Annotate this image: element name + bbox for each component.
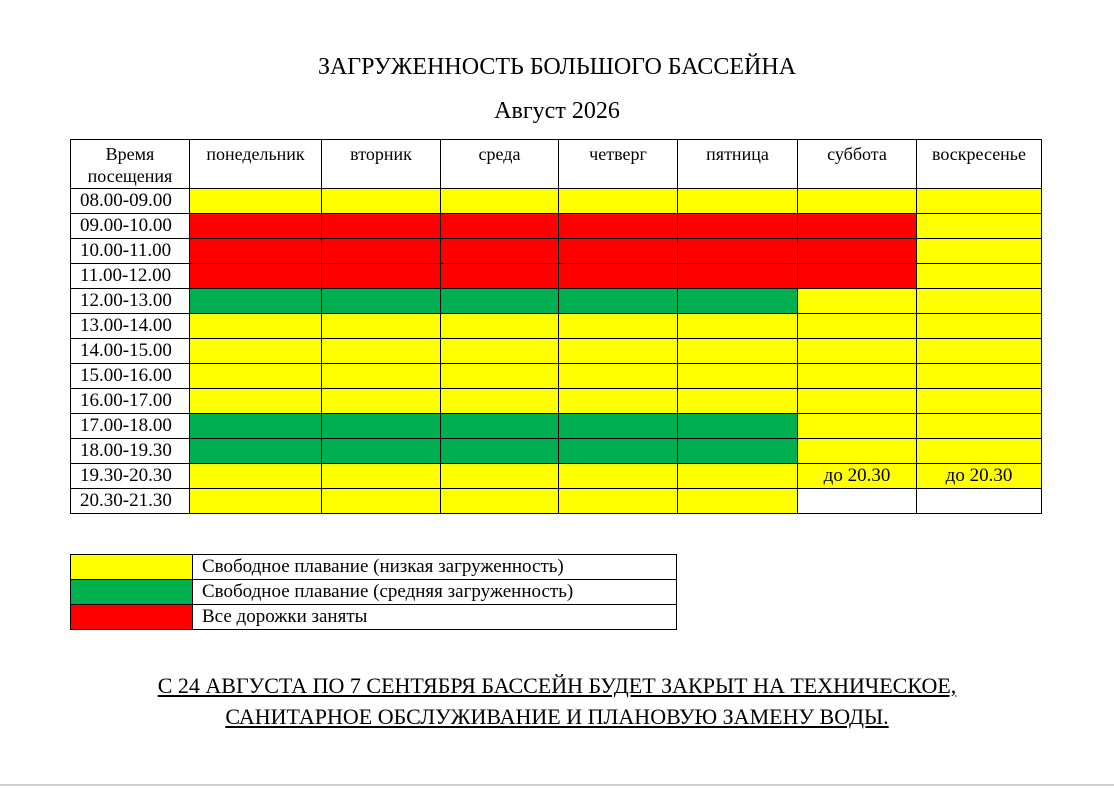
occupancy-cell-thursday [559,464,678,489]
occupancy-cell-tuesday [322,264,441,289]
occupancy-cell-thursday [559,414,678,439]
legend-row [71,605,677,630]
occupancy-cell-tuesday [322,289,441,314]
schedule-row [71,414,1042,439]
occupancy-cell-wednesday [441,489,559,514]
closure-notice-line-1: С 24 АВГУСТА ПО 7 СЕНТЯБРЯ БАССЕЙН БУДЕТ ЗАКРЫТ НА ТЕХНИЧЕСКОЕ, [157,673,957,698]
occupancy-cell-thursday [559,314,678,339]
legend-label: Свободное плавание (средняя загруженность) [193,580,677,605]
occupancy-cell-tuesday [322,364,441,389]
occupancy-cell-saturday [798,239,917,264]
occupancy-cell-wednesday [441,464,559,489]
schedule-row [71,264,1042,289]
occupancy-cell-thursday [559,239,678,264]
occupancy-cell-thursday [559,214,678,239]
time-slot-label: 16.00-17.00 [71,389,190,414]
occupancy-cell-tuesday [322,439,441,464]
occupancy-cell-saturday [798,314,917,339]
time-slot-label: 18.00-19.30 [71,439,190,464]
legend-body [71,555,677,630]
occupancy-cell-tuesday [322,239,441,264]
occupancy-cell-monday [190,289,322,314]
legend-table [70,554,677,630]
occupancy-cell-friday [678,314,798,339]
occupancy-cell-thursday [559,189,678,214]
occupancy-cell-saturday [798,189,917,214]
legend-label: Все дорожки заняты [193,605,677,630]
closure-notice [0,670,1114,732]
occupancy-cell-monday [190,239,322,264]
occupancy-cell-monday [190,364,322,389]
day-header-thursday: четверг [559,140,678,189]
occupancy-cell-tuesday [322,314,441,339]
occupancy-cell-sunday [917,364,1042,389]
schedule-row [71,364,1042,389]
occupancy-cell-saturday [798,264,917,289]
schedule-row [71,389,1042,414]
occupancy-cell-tuesday [322,414,441,439]
time-slot-label: 11.00-12.00 [71,264,190,289]
occupancy-cell-wednesday [441,214,559,239]
time-slot-label: 12.00-13.00 [71,289,190,314]
time-slot-label: 17.00-18.00 [71,414,190,439]
occupancy-cell-sunday [917,339,1042,364]
occupancy-cell-wednesday [441,239,559,264]
schedule-row [71,464,1042,489]
occupancy-cell-thursday [559,439,678,464]
occupancy-cell-saturday [798,439,917,464]
occupancy-cell-friday [678,264,798,289]
occupancy-cell-friday [678,364,798,389]
day-header-friday: пятница [678,140,798,189]
day-header-monday: понедельник [190,140,322,189]
occupancy-cell-sunday [917,389,1042,414]
occupancy-cell-monday [190,264,322,289]
time-column-header: Время посещения [71,140,190,189]
occupancy-cell-wednesday [441,414,559,439]
occupancy-cell-thursday [559,364,678,389]
legend-row [71,580,677,605]
time-slot-label: 20.30-21.30 [71,489,190,514]
occupancy-cell-friday [678,439,798,464]
occupancy-cell-thursday [559,289,678,314]
occupancy-cell-friday [678,339,798,364]
legend-row [71,555,677,580]
occupancy-cell-friday [678,214,798,239]
occupancy-cell-thursday [559,264,678,289]
occupancy-cell-wednesday [441,189,559,214]
occupancy-cell-saturday [798,364,917,389]
legend-color-swatch [71,580,193,605]
occupancy-cell-saturday [798,339,917,364]
occupancy-cell-tuesday [322,389,441,414]
occupancy-cell-friday [678,239,798,264]
closure-notice-line-2: САНИТАРНОЕ ОБСЛУЖИВАНИЕ И ПЛАНОВУЮ ЗАМЕНУ ВОДЫ. [225,704,889,729]
occupancy-cell-friday [678,189,798,214]
occupancy-cell-tuesday [322,214,441,239]
occupancy-cell-wednesday [441,439,559,464]
occupancy-cell-friday [678,289,798,314]
time-slot-label: 15.00-16.00 [71,364,190,389]
occupancy-cell-wednesday [441,314,559,339]
occupancy-cell-monday [190,189,322,214]
time-slot-label: 14.00-15.00 [71,339,190,364]
occupancy-cell-wednesday [441,364,559,389]
occupancy-cell-tuesday [322,339,441,364]
occupancy-cell-sunday [917,289,1042,314]
legend-color-swatch [71,605,193,630]
time-slot-label: 19.30-20.30 [71,464,190,489]
schedule-row [71,489,1042,514]
schedule-body [71,189,1042,514]
occupancy-cell-monday [190,214,322,239]
occupancy-cell-tuesday [322,489,441,514]
occupancy-cell-monday [190,439,322,464]
occupancy-cell-sunday [917,414,1042,439]
occupancy-cell-saturday: до 20.30 [798,464,917,489]
occupancy-cell-tuesday [322,189,441,214]
legend-label: Свободное плавание (низкая загруженность) [193,555,677,580]
occupancy-cell-friday [678,389,798,414]
occupancy-cell-saturday [798,289,917,314]
occupancy-cell-thursday [559,489,678,514]
time-slot-label: 13.00-14.00 [71,314,190,339]
schedule-row [71,289,1042,314]
time-slot-label: 08.00-09.00 [71,189,190,214]
occupancy-cell-monday [190,414,322,439]
schedule-row [71,339,1042,364]
schedule-row [71,439,1042,464]
occupancy-cell-monday [190,464,322,489]
occupancy-cell-thursday [559,389,678,414]
occupancy-cell-sunday [917,314,1042,339]
occupancy-cell-wednesday [441,389,559,414]
page-title: ЗАГРУЖЕННОСТЬ БОЛЬШОГО БАССЕЙНА [317,54,797,80]
occupancy-cell-sunday [917,214,1042,239]
occupancy-cell-monday [190,314,322,339]
occupancy-cell-saturday [798,389,917,414]
occupancy-cell-monday [190,389,322,414]
schedule-row [71,239,1042,264]
occupancy-cell-wednesday [441,289,559,314]
time-slot-label: 09.00-10.00 [71,214,190,239]
occupancy-cell-sunday [917,239,1042,264]
occupancy-cell-saturday [798,489,917,514]
schedule-row [71,214,1042,239]
occupancy-cell-wednesday [441,339,559,364]
occupancy-cell-friday [678,414,798,439]
occupancy-cell-monday [190,339,322,364]
day-header-saturday: суббота [798,140,917,189]
day-header-wednesday: среда [441,140,559,189]
occupancy-cell-saturday [798,414,917,439]
occupancy-cell-thursday [559,339,678,364]
occupancy-cell-friday [678,489,798,514]
schedule-row [71,314,1042,339]
occupancy-cell-tuesday [322,464,441,489]
occupancy-cell-saturday [798,214,917,239]
day-header-tuesday: вторник [322,140,441,189]
schedule-header-row [71,140,1042,189]
day-header-sunday: воскресенье [917,140,1042,189]
page-bottom-divider [0,784,1114,786]
occupancy-cell-monday [190,489,322,514]
schedule-table [70,139,1042,514]
occupancy-cell-friday [678,464,798,489]
legend-color-swatch [71,555,193,580]
page-subtitle: Август 2026 [494,98,620,124]
occupancy-cell-sunday [917,189,1042,214]
schedule-row [71,189,1042,214]
occupancy-cell-sunday: до 20.30 [917,464,1042,489]
time-slot-label: 10.00-11.00 [71,239,190,264]
occupancy-cell-sunday [917,489,1042,514]
occupancy-cell-wednesday [441,264,559,289]
occupancy-cell-sunday [917,264,1042,289]
occupancy-cell-sunday [917,439,1042,464]
